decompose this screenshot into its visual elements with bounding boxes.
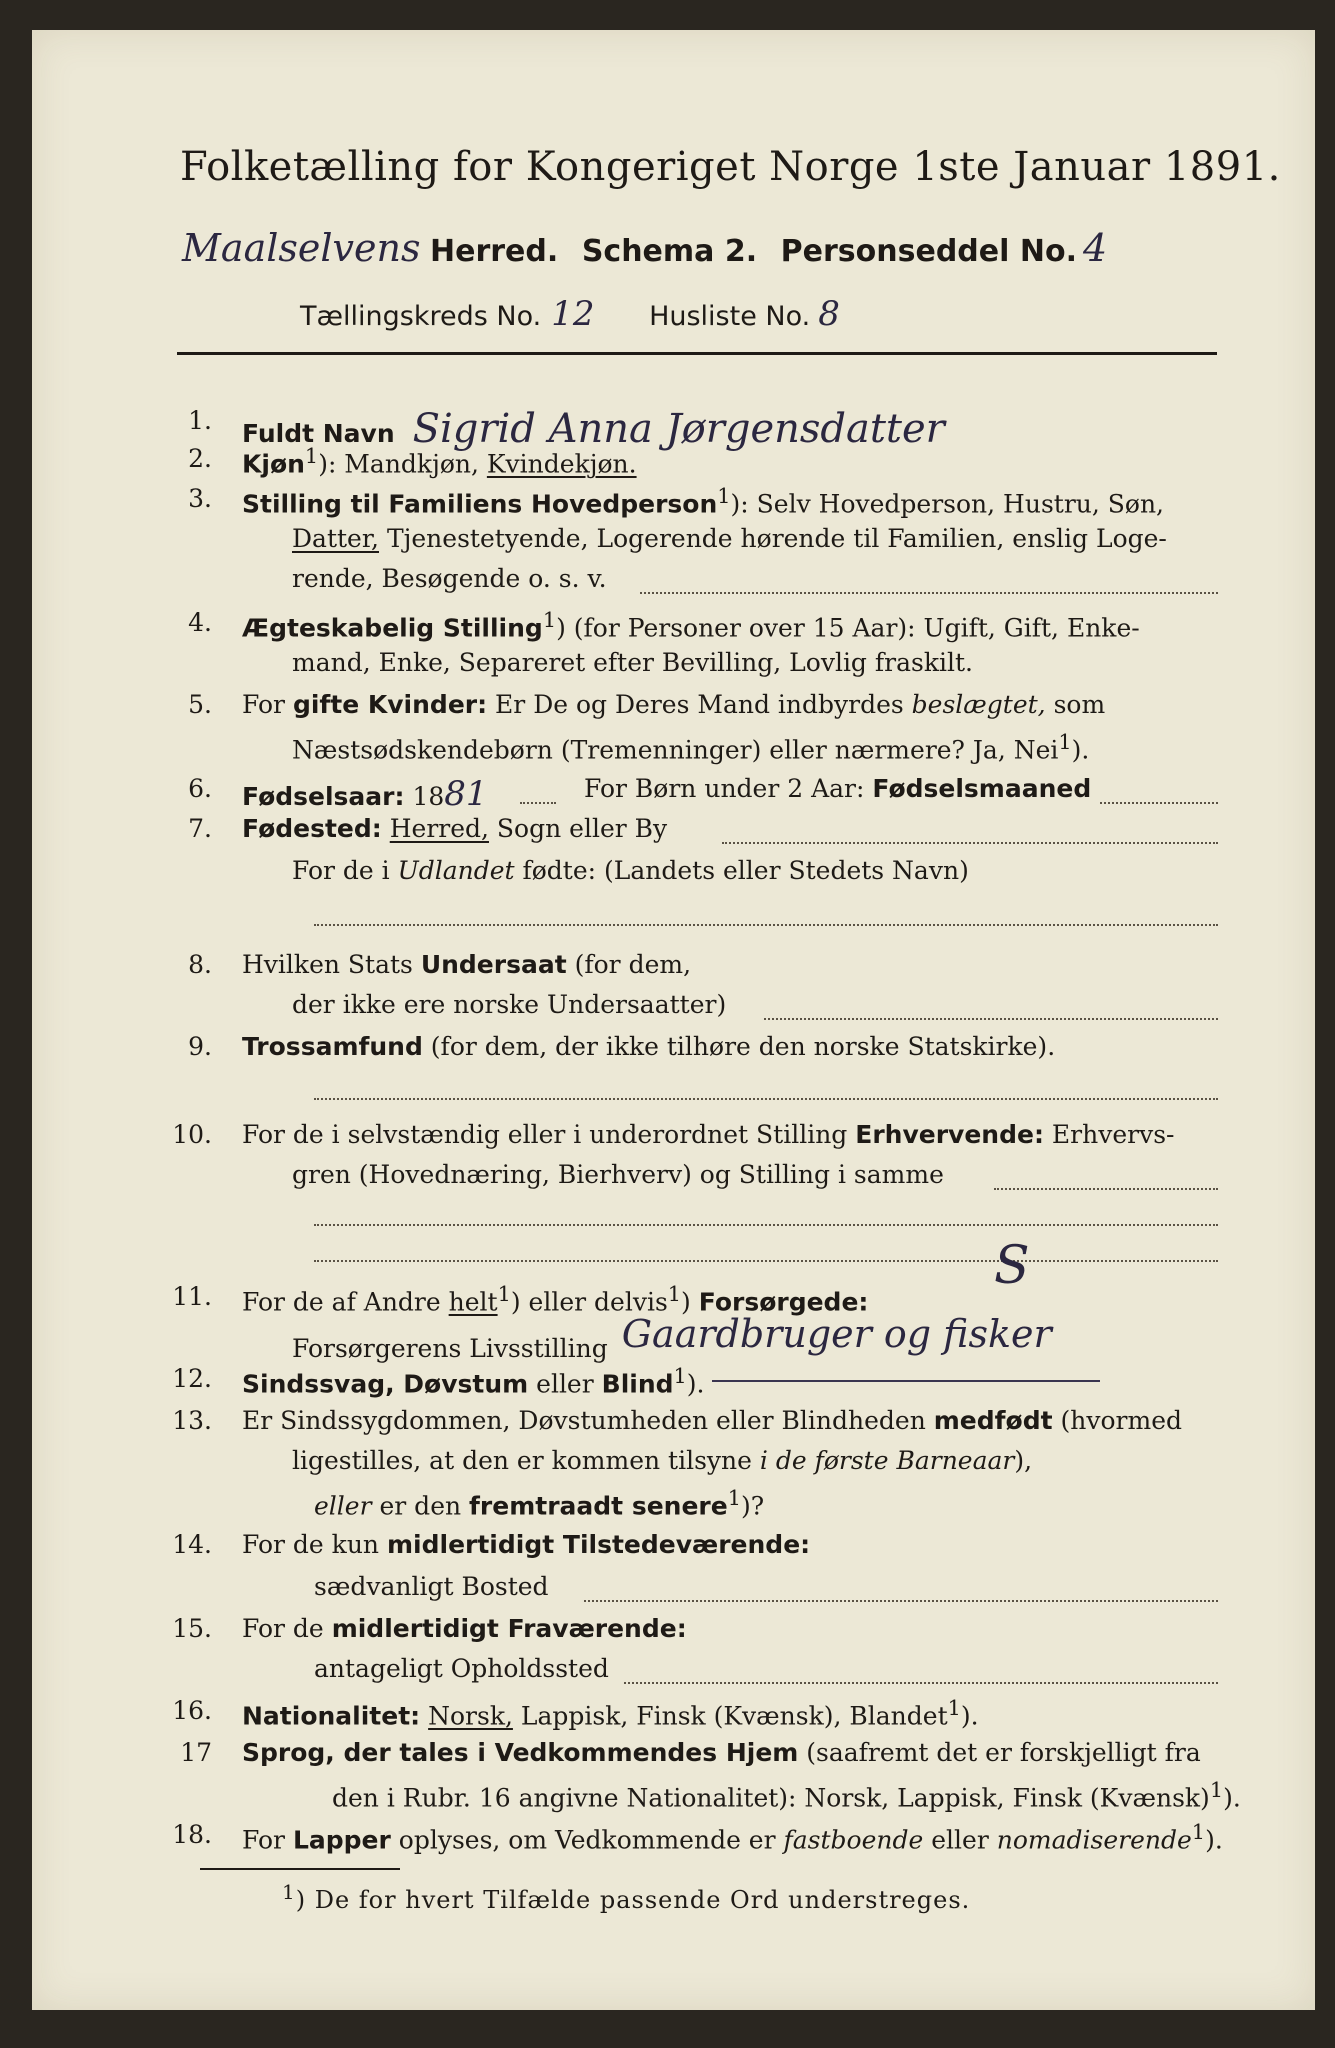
text: ) eller delvis: [510, 1287, 668, 1317]
husliste-label: Husliste No.: [649, 301, 811, 332]
supporter-row: [292, 1312, 1052, 1366]
item-number: 2.: [188, 444, 212, 473]
dotted-line: [640, 592, 1218, 594]
handwritten-line: [712, 1380, 1100, 1382]
dotted-line: [314, 1260, 1218, 1262]
text: Er De og Deres Mand indbyrdes: [487, 690, 912, 719]
footnote-mark: 1: [1191, 1820, 1206, 1844]
text: For: [242, 690, 293, 719]
schema-label: Schema 2.: [581, 234, 758, 269]
footnote-mark: 1: [1209, 1778, 1224, 1802]
item-number: 5.: [188, 690, 212, 719]
footnote-mark: 1: [497, 1282, 511, 1306]
supported-selected: helt: [448, 1287, 498, 1317]
husliste-number: 8: [818, 294, 840, 334]
lapper-label: Lapper: [292, 1825, 391, 1855]
nationality-selected: Norsk,: [428, 1701, 513, 1731]
kreds-label: Tællingskreds No.: [300, 301, 542, 332]
form-title: Folketælling for Kongeriget Norge 1ste Januar 1891.: [180, 144, 1281, 190]
sex-label: Kjøn: [242, 449, 305, 479]
item-number: 11.: [172, 1282, 212, 1311]
text: ligestilles, at den er kommen tilsyne: [292, 1446, 760, 1475]
birthplace-row-2: [292, 856, 969, 885]
dotted-line: [314, 1098, 1218, 1100]
birth-year-label: Fødselsaar:: [242, 782, 405, 811]
text: ).: [1205, 1825, 1223, 1855]
herred-label: Herred.: [430, 234, 559, 269]
footnote-text: ) De for hvert Tilfælde passende Ord understreges.: [295, 1886, 971, 1914]
marital-row-1: [242, 608, 1140, 642]
family-position-row-1: [242, 484, 1164, 518]
item-number: 10.: [172, 1120, 212, 1149]
text: ).: [1223, 1783, 1241, 1813]
text: den i Rubr. 16 angivne Nationalitet): Norsk, Lappisk, Finsk (Kvænsk): [332, 1783, 1210, 1813]
kreds-number: 12: [551, 294, 595, 334]
personseddel-number: 4: [1082, 226, 1108, 270]
blind-label: Blind: [601, 1369, 674, 1399]
supporter-occupation-value: Gaardbruger og fisker: [621, 1312, 1052, 1356]
dotted-line: [764, 1018, 1218, 1020]
footnote-mark: 1: [673, 1364, 687, 1388]
dotted-line: [314, 924, 1218, 926]
religion-row: [242, 1032, 1055, 1061]
footnote-mark: 1: [282, 1880, 296, 1904]
later-label: fremtraadt senere: [469, 1491, 728, 1521]
religion-label: Trossamfund: [242, 1032, 423, 1061]
text-italic: beslægtet,: [911, 690, 1046, 719]
item-number: 17: [180, 1738, 212, 1767]
dotted-line: [584, 1600, 1218, 1602]
nationality-label: Nationalitet:: [242, 1701, 421, 1731]
subject-row-2: der ikke ere norske Undersaatter): [292, 990, 727, 1019]
family-position-row-3: rende, Besøgende o. s. v.: [292, 564, 607, 593]
text: som: [1045, 690, 1106, 719]
item-number: 6.: [188, 774, 212, 803]
text: For: [242, 1825, 293, 1855]
footnote-mark: 1: [947, 1696, 961, 1720]
item-number: 8.: [188, 950, 212, 979]
disability-row: [242, 1364, 705, 1398]
dotted-line: [624, 1682, 1218, 1684]
text: Erhvervs-: [1043, 1120, 1175, 1149]
married-women-row-1: [242, 690, 1105, 719]
text: (saafremt det er forskjelligt fra: [798, 1738, 1201, 1767]
marital-options-1: ) (for Personer over 15 Aar): Ugift, Gift, Enke-: [556, 613, 1140, 643]
temp-absent-row-1: [242, 1614, 687, 1643]
temp-absent-label: midlertidigt Fraværende:: [331, 1614, 687, 1643]
text: For de af Andre: [242, 1287, 449, 1317]
footnote-mark: 1: [304, 444, 319, 468]
dotted-line: [1100, 802, 1218, 804]
census-form-page: [32, 30, 1315, 2010]
occupation-row-1: [242, 1120, 1174, 1149]
footnote-mark: 1: [667, 1282, 682, 1306]
birth-year-row: [242, 774, 488, 814]
birth-month-row: [584, 774, 1091, 803]
header-line-2: [182, 226, 1107, 270]
subject-label: Undersaat: [420, 950, 567, 979]
text: fødte: (Landets eller Stedets Navn): [514, 856, 969, 885]
supported-label: Forsørgede:: [698, 1287, 869, 1317]
text: er den: [371, 1491, 470, 1521]
married-women-row-2: [292, 730, 1089, 764]
text: Sogn eller By: [488, 814, 668, 843]
item-number: 1.: [188, 406, 212, 435]
item-number: 4.: [188, 608, 212, 637]
dotted-line: [520, 802, 556, 804]
birthplace-label: Fødested:: [242, 814, 382, 843]
temp-absent-row-2: antageligt Opholdssted: [314, 1654, 609, 1683]
text-italic: i de første Barneaar: [759, 1446, 1015, 1475]
congenital-row-3: [314, 1486, 764, 1520]
item-number: 9.: [188, 1032, 212, 1061]
lapper-row: [242, 1820, 1223, 1854]
birth-year-value: 81: [444, 774, 488, 814]
temp-present-row-1: [242, 1530, 810, 1559]
language-label: Sprog, der tales i Vedkommendes Hjem: [242, 1738, 799, 1767]
family-position-options-1: ): Selv Hovedperson, Hustru, Søn,: [730, 489, 1165, 519]
text: ).: [1071, 735, 1090, 765]
text: For de kun: [242, 1530, 387, 1559]
item-number: 3.: [188, 484, 212, 513]
occupation-label: Erhvervende:: [855, 1120, 1044, 1149]
text: (hvormed: [1052, 1406, 1182, 1435]
text: (for dem, der ikke tilhøre den norske Statskirke).: [422, 1032, 1056, 1061]
dotted-line: [722, 842, 1218, 844]
item-number: 12.: [172, 1364, 212, 1393]
marital-label: Ægteskabelig Stilling: [242, 613, 543, 643]
text: Hvilken Stats: [242, 950, 421, 979]
occupation-row-2: gren (Hovednæring, Bierhverv) og Stilling i samme: [292, 1160, 944, 1189]
footnote-divider: [200, 1868, 400, 1870]
text: For de: [242, 1614, 332, 1643]
item-number: 15.: [172, 1614, 212, 1643]
sex-row: [242, 444, 637, 478]
language-row-1: [242, 1738, 1201, 1767]
text-italic: fastboende: [783, 1825, 924, 1855]
birthplace-selected: Herred,: [389, 814, 489, 843]
text: Næstsødskendebørn (Tremenninger) eller nærmere? Ja, Nei: [292, 735, 1059, 765]
language-row-2: [332, 1778, 1241, 1812]
footnote-mark: 1: [717, 484, 731, 508]
herred-name: Maalselvens: [182, 226, 421, 270]
supported-mark: S: [994, 1236, 1030, 1296]
birth-month-label: Fødselsmaaned: [872, 774, 1092, 803]
congenital-row-1: [242, 1406, 1182, 1435]
text-italic: eller: [314, 1491, 372, 1521]
personseddel-label: Personseddel No.: [780, 234, 1077, 269]
sex-selected: Kvindekjøn.: [486, 449, 637, 479]
text: eller: [923, 1825, 997, 1855]
nationality-row: [242, 1696, 979, 1730]
married-women-label: gifte Kvinder:: [292, 690, 488, 719]
footnote-mark: 1: [1058, 730, 1072, 754]
temp-present-row-2: sædvanligt Bosted: [314, 1572, 549, 1601]
birthplace-row-1: [242, 814, 667, 843]
text: Forsørgerens Livsstilling: [292, 1334, 608, 1363]
family-position-selected: Datter,: [292, 524, 379, 553]
text-italic: nomadiserende: [996, 1825, 1192, 1855]
item-number: 16.: [172, 1696, 212, 1725]
congenital-row-2: [292, 1446, 1032, 1475]
text: For de i selvstændig eller i underordnet Stilling: [242, 1120, 856, 1149]
footnote-mark: 1: [542, 608, 557, 632]
family-position-label: Stilling til Familiens Hovedperson: [242, 489, 718, 519]
text: ): [681, 1287, 699, 1317]
dotted-line: [314, 1224, 1218, 1226]
full-name-label: Fuldt Navn: [242, 419, 395, 448]
item-number: 14.: [172, 1530, 212, 1559]
temp-present-label: midlertidigt Tilstedeværende:: [386, 1530, 811, 1559]
text-italic: Udlandet: [397, 856, 515, 885]
item-number: 7.: [188, 814, 212, 843]
subject-row-1: [242, 950, 691, 979]
text: Lappisk, Finsk (Kvænsk), Blandet: [512, 1701, 948, 1731]
congenital-label: medfødt: [933, 1406, 1053, 1435]
text: For Børn under 2 Aar:: [584, 774, 873, 803]
family-position-options-2: Tjenestetyende, Logerende hørende til Familien, enslig Loge-: [379, 524, 1167, 553]
dotted-line: [994, 1188, 1218, 1190]
text: 18: [404, 782, 445, 811]
sex-options: ): Mandkjøn,: [318, 449, 487, 479]
text: Er Sindssygdommen, Døvstumheden eller Blindheden: [242, 1406, 934, 1435]
item-number: 18.: [172, 1820, 212, 1849]
text: (for dem,: [566, 950, 692, 979]
text: ).: [686, 1369, 705, 1399]
header-line-3: [300, 294, 840, 334]
text: eller: [528, 1369, 602, 1399]
footnote: [282, 1880, 970, 1914]
text: ),: [1014, 1446, 1033, 1475]
text: For de i: [292, 856, 398, 885]
text: )?: [740, 1491, 765, 1521]
full-name-value: Sigrid Anna Jørgensdatter: [412, 406, 945, 452]
header-divider: [177, 352, 1217, 355]
text: ).: [960, 1701, 979, 1731]
disability-label: Sindssvag, Døvstum: [242, 1369, 529, 1399]
item-number: 13.: [172, 1406, 212, 1435]
text: oplyses, om Vedkommende er: [390, 1825, 784, 1855]
marital-row-2: mand, Enke, Separeret efter Bevilling, Lovlig fraskilt.: [292, 648, 973, 677]
footnote-mark: 1: [727, 1486, 741, 1510]
family-position-row-2: [292, 524, 1167, 553]
